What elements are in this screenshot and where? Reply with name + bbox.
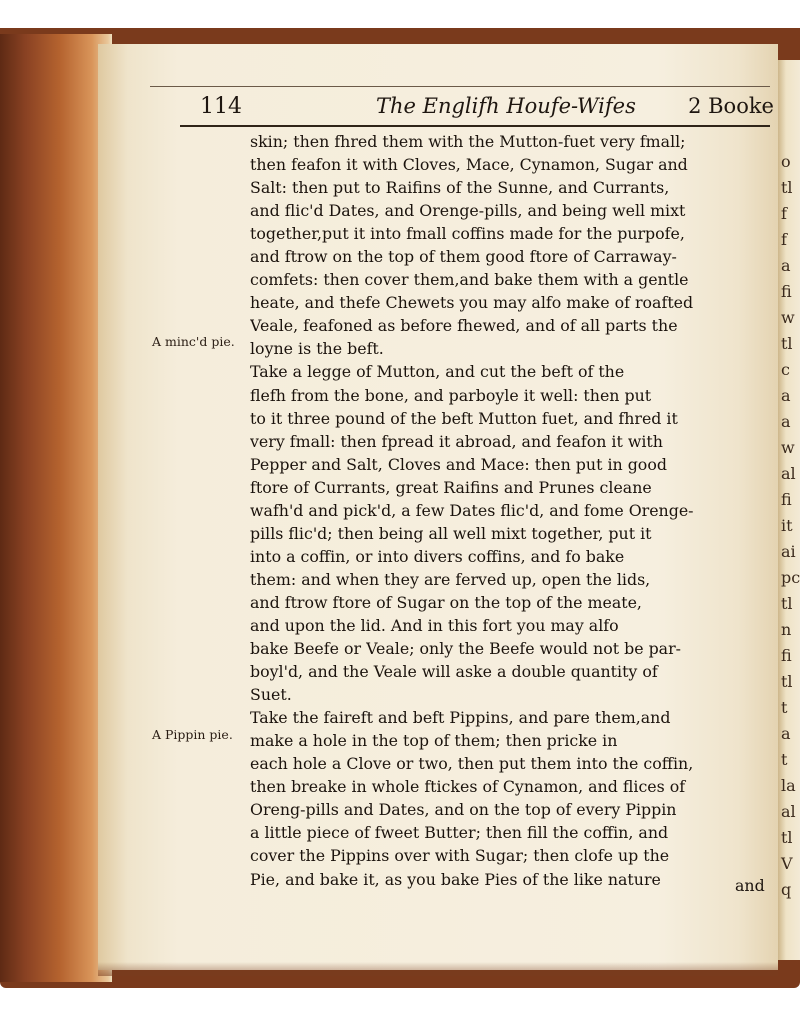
text-line: comfets: then cover them,and bake them with a gentle [250,270,689,290]
text-line: flefh from the bone, and parboyle it well: then put [250,385,652,405]
facing-page-fragment: f [781,230,787,249]
text-line: Veale, feafoned as before fhewed, and of all parts the [250,316,678,336]
facing-page-fragment: tl [781,334,793,353]
book-label: 2 Booke [688,94,774,118]
top-rule [150,86,770,87]
text-line: and ftrow on the top of them good ftore of Carraway- [250,247,677,267]
text-line: heate, and thefe Chewets you may alfo make of roafted [250,293,694,313]
text-line: then breake in whole ftickes of Cynamon, and flices of [250,777,686,797]
facing-page-fragment: la [781,776,796,795]
facing-page-fragment: pc [781,568,800,587]
text-line: into a coffin, or into divers coffins, and fo bake [250,546,625,566]
facing-page-fragment: w [781,438,795,457]
facing-page-fragment: a [781,412,791,431]
catchword: and [735,876,765,895]
text-line: bake Beefe or Veale; only the Beefe would not be par- [250,639,681,659]
text-line: Pepper and Salt, Cloves and Mace: then put in good [250,454,667,474]
text-line: pills flic'd; then being all well mixt together, put it [250,523,652,543]
margin-note-pippin-pie: A Pippin pie. [152,727,233,742]
text-line: Salt: then put to Raifins of the Sunne, and Currants, [250,178,670,198]
facing-page-fragment: f [781,204,787,223]
text-line: Suet. [250,685,292,705]
facing-page-fragment: it [781,516,793,535]
facing-page-edge [778,60,800,960]
text-line: then feafon it with Cloves, Mace, Cynamon, Sugar and [250,155,688,175]
text-line: make a hole in the top of them; then pricke in [250,731,618,751]
text-line: ftore of Currants, great Raifins and Prunes cleane [250,477,652,497]
facing-page-fragment: o [781,152,791,171]
text-line: together,put it into fmall coffins made for the purpofe, [250,224,685,244]
facing-page-fragment: ai [781,542,796,561]
facing-page-fragment: fi [781,490,792,509]
text-line: very fmall: then fpread it abroad, and feafon it with [250,431,663,451]
text-line: wafh'd and pick'd, a few Dates flic'd, and fome Orenge- [250,500,694,520]
facing-page-fragment: al [781,464,796,483]
facing-page-fragment: al [781,802,796,821]
text-line: Take the faireft and beft Pippins, and pare them,and [250,708,671,728]
text-line: cover the Pippins over with Sugar; then clofe up the [250,846,670,866]
facing-page-fragment: a [781,256,791,275]
text-line: each hole a Clove or two, then put them into the coffin, [250,754,694,774]
left-cover-edge [0,34,112,982]
page-number: 114 [200,94,242,119]
facing-page-fragment: a [781,724,791,743]
facing-page-fragment: tl [781,672,793,691]
facing-page-fragment: q [781,880,792,899]
text-line: boyl'd, and the Veale will aske a double quantity of [250,662,658,682]
text-line: Oreng-pills and Dates, and on the top of every Pippin [250,800,677,820]
text-line: to it three pound of the beft Mutton fuet, and fhred it [250,408,678,428]
page-bottom-shadow [98,962,778,976]
facing-page-fragment: tl [781,828,793,847]
facing-page-fragment: c [781,360,790,379]
text-line: skin; then fhred them with the Mutton-fuet very fmall; [250,132,686,151]
text-line: Pie, and bake it, as you bake Pies of the like nature [250,869,661,889]
facing-page-fragment: tl [781,178,793,197]
facing-page-fragment: t [781,750,788,769]
text-line: and flic'd Dates, and Orenge-pills, and being well mixt [250,201,686,221]
body-text [250,130,774,891]
header-rule [180,125,770,127]
facing-page-fragment: V [781,854,793,873]
facing-page-fragment: fi [781,282,792,301]
text-line: and ftrow ftore of Sugar on the top of the meate, [250,592,642,612]
facing-page-fragment: fi [781,646,792,665]
margin-note-minced-pie: A minc'd pie. [152,334,235,349]
text-line: a little piece of fweet Butter; then fill the coffin, and [250,823,669,843]
facing-page-fragment: t [781,698,788,717]
facing-page-fragment: tl [781,594,793,613]
text-line: and upon the lid. And in this fort you may alfo [250,615,619,635]
facing-page-fragment: n [781,620,792,639]
text-line: them: and when they are ferved up, open the lids, [250,569,651,589]
facing-page-fragment: a [781,386,791,405]
facing-page-fragment: w [781,308,795,327]
text-line: Take a legge of Mutton, and cut the beft of the [250,362,625,382]
running-title: The Englifh Houfe-Wifes [376,94,636,118]
running-header [200,92,774,122]
text-line: loyne is the beft. [250,339,384,359]
